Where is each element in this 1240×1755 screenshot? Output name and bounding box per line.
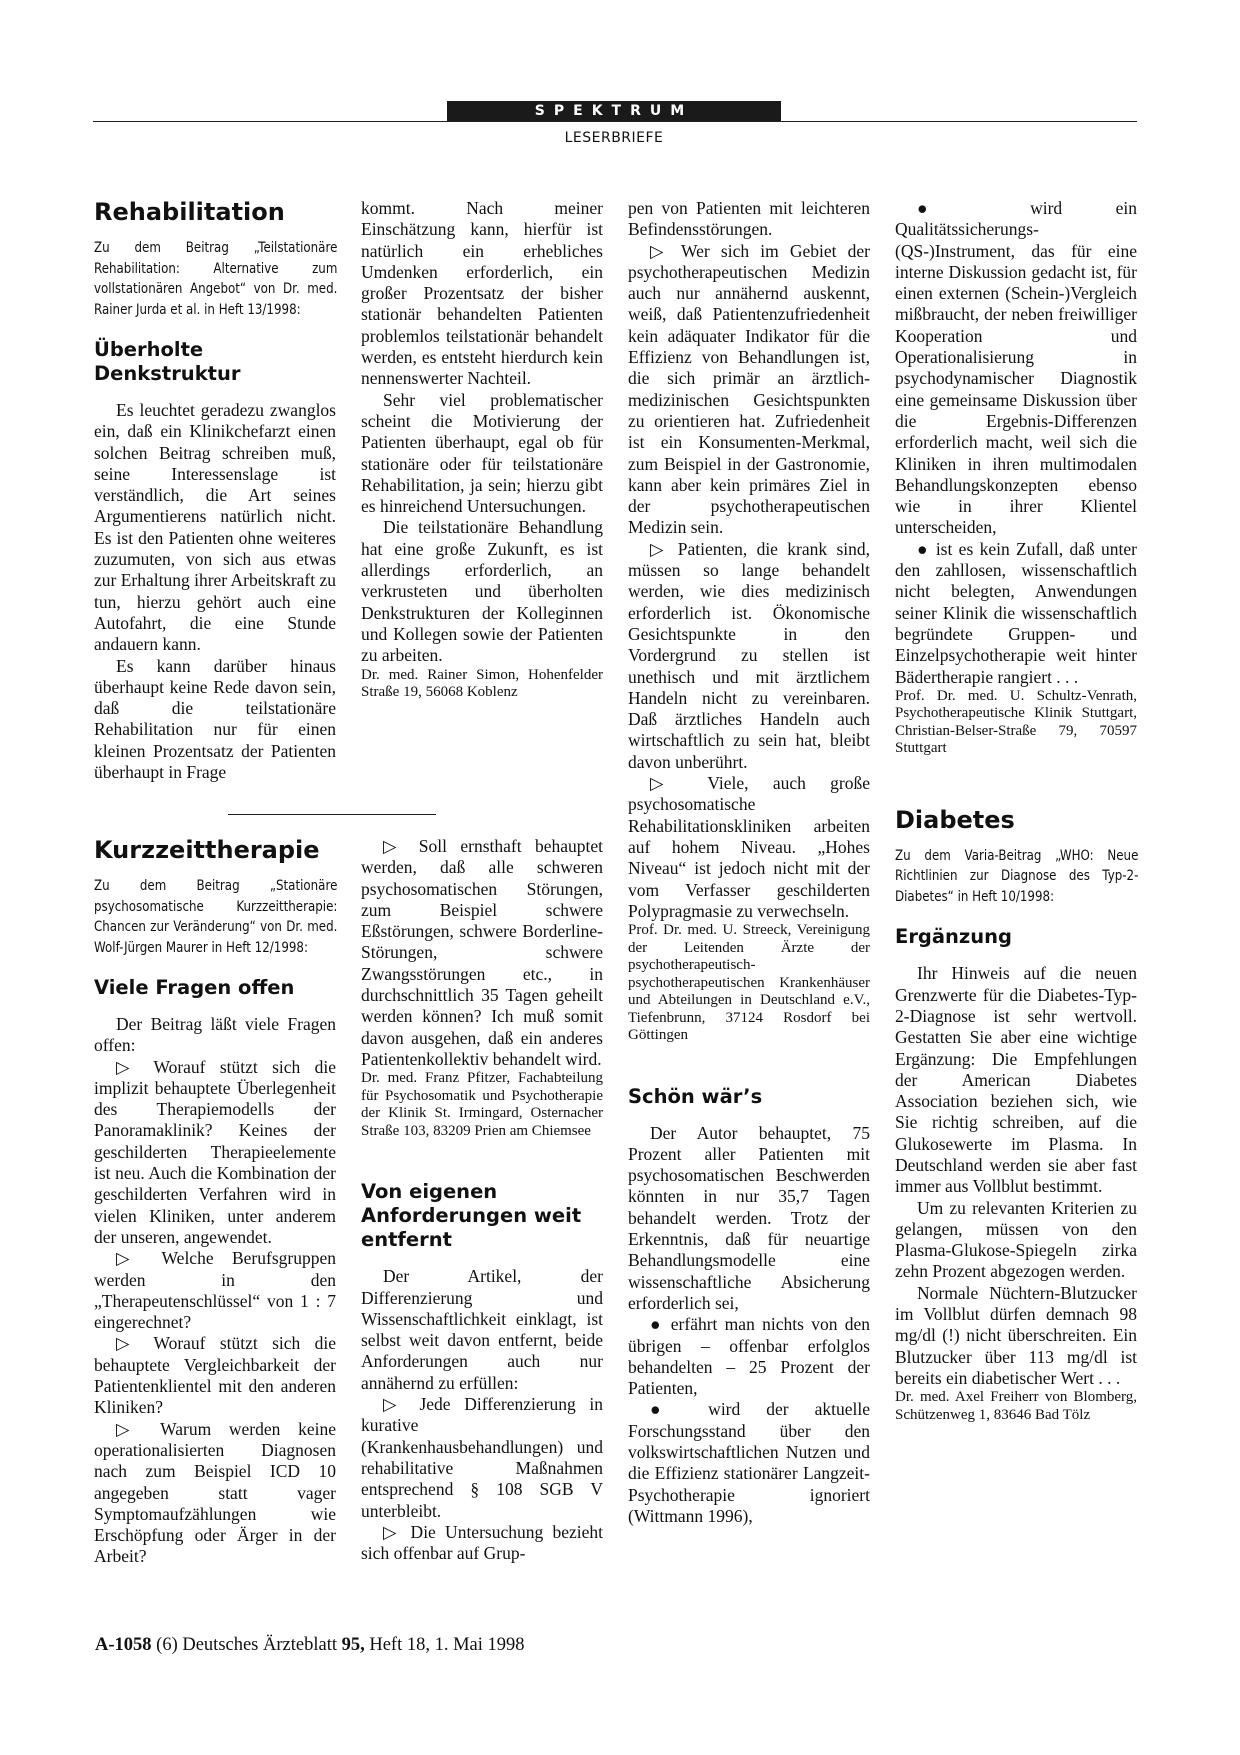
anford-subtitle: Von eigenen Anforderungen weit entfernt [361, 1180, 582, 1252]
column-2-bottom [361, 836, 603, 1564]
rehab-subtitle: Überholte Denkstruktur [94, 338, 241, 385]
schoen-paragraph: ● wird ein Qualitätssicherungs-(QS-)Instrument, das für eine interne Diskussion gedacht ist, für einen externen (Schein-)Vergleich mißbraucht, der neben freiwilliger Kooperation und Operationalisierung in psychodynamischer Diagnostik eine gemeinsame Diskussion über die Ergebnis-Differenzen erforderlich macht, weil sich die Kliniken in ihren multimodalen Behandlungskonzepten ebenso wie in ihrer Klientel unterscheiden, [895, 198, 1137, 538]
header-rule [93, 121, 1137, 122]
kurz-paragraph: ▷ Worauf stützt sich die behauptete Vergleichbarkeit der Patientenklientel mit den anderen Kliniken? [94, 1333, 336, 1418]
section-label: SPEKTRUM [447, 101, 781, 122]
kurz-paragraph: ▷ Worauf stützt sich die implizit behauptete Überlegenheit des Therapiemodells der Panoramaklinik? Keines der geschilderten Therapieelemente ist neu. Auch die Kombination der geschilderten Verfahren wird in vielen Kliniken, unter anderem der unseren, angewendet. [94, 1056, 336, 1247]
anford-paragraph: Der Artikel, der Differenzierung und Wissenschaftlichkeit einklagt, ist selbst weit davon entfernt, beide Anforderungen auch nur annähernd zu erfüllen: [361, 1266, 603, 1393]
rehab-intro: Zu dem Beitrag „Teilstationäre Rehabilitation: Alternative zum vollstationären Angebot“ von Dr. med. Rainer Jurda et al. in Heft 13/1998: [94, 240, 338, 318]
rehab-paragraph: Es leuchtet geradezu zwanglos ein, daß ein Klinikchefarzt einen solchen Beitrag schreiben muß, seine Interessenslage ist verständlich, die Art seines Argumentierens natürlich nicht. Es ist den Patienten ohne weiteres zuzumuten, von sich aus etwas zur Erhaltung ihrer Arbeitskraft zu tun, hierzu gehört auch eine Autofahrt, die eine Stunde andauern kann. [94, 400, 336, 655]
diab-paragraph: Ihr Hinweis auf die neuen Grenzwerte für die Diabetes-Typ-2-Diagnose ist sehr wertvoll. Gestatten Sie aber eine wichtige Ergänzung: Die Empfehlungen der American Diabetes Association beziehen sich, wie Sie richtig schreiben, auf die Glukosewerte im Plasma. In Deutschland werden sie aber fast immer aus Vollblut bestimmt. [895, 963, 1137, 1197]
kurz-paragraph: ▷ Warum werden keine operationalisierten Diagnosen nach zum Beispiel ICD 10 angegeben statt vager Symptomaufzählungen wie Erschöpfung oder Ärger in der Arbeit? [94, 1418, 336, 1567]
schoen-paragraph: ● erfährt man nichts von den übrigen – offenbar erfolglos behandelten – 25 Prozent der Patienten, [628, 1314, 870, 1399]
anford-paragraph: ▷ Patienten, die krank sind, müssen so lange behandelt werden, wie dies medizinisch erforderlich ist. Ökonomische Gesichtspunkte in den Vordergrund zu stellen ist unethisch und mit ärztlichem Handeln nicht zu vereinbaren. Daß ärztliches Handeln auch wirtschaftlich zu sein hat, bleibt davon unberührt. [628, 538, 870, 772]
kurz-signature: Dr. med. Franz Pfitzer, Fachabteilung für Psychosomatik und Psychotherapie der Klinik St. Irmingard, Osternacher Straße 103, 83209 Prien am Chiemsee [361, 1070, 603, 1139]
anford-signature: Prof. Dr. med. U. Streeck, Vereinigung der Leitenden Ärzte der psychotherapeutisch-psychotherapeutischen Krankenhäuser und Abteilungen in Deutschland e.V., Tiefenbrunn, 37124 Rosdorf bei Göttingen [628, 922, 870, 1044]
article-title-kurzzeittherapie: Kurzzeittherapie [94, 836, 320, 864]
anford-paragraph: ▷ Jede Differenzierung in kurative (Krankenhausbehandlungen) und rehabilitative Maßnahmen entsprechend § 108 SGB V unterbleibt. [361, 1394, 603, 1521]
footer-journal: (6) Deutsches Ärzteblatt [156, 1635, 337, 1655]
column-4 [895, 198, 1137, 1424]
diab-signature: Dr. med. Axel Freiherr von Blomberg, Schützenweg 1, 83646 Bad Tölz [895, 1389, 1137, 1423]
rehab-paragraph: Es kann darüber hinaus überhaupt keine Rede davon sein, daß die teilstationäre Rehabilitation nur für einen kleinen Prozentsatz der Patienten überhaupt in Frage [94, 655, 336, 783]
diab-subtitle: Ergänzung [895, 925, 1013, 949]
kurz-intro: Zu dem Beitrag „Stationäre psychosomatische Kurzzeittherapie: Chancen zur Veränderung“ von Dr. med. Wolf-Jürgen Maurer in Heft 12/1998: [94, 878, 338, 956]
anford-paragraph: ▷ Die Untersuchung bezieht sich offenbar auf Grup- [361, 1521, 603, 1564]
footer-volume: 95, [341, 1635, 365, 1655]
diab-paragraph: Um zu relevanten Kriterien zu gelangen, müssen von den Plasma-Glukose-Spiegeln zirka zehn Prozent abgezogen werden. [895, 1197, 1137, 1282]
page-number: A-1058 [95, 1635, 152, 1655]
article-separator [228, 814, 436, 815]
rehab-paragraph: Die teilstationäre Behandlung hat eine große Zukunft, es ist allerdings erforderlich, an verkrusteten und überholten Denkstrukturen der Kolleginnen und Kollegen sowie der Patienten zu arbeiten. [361, 517, 603, 666]
column-3 [628, 198, 870, 1527]
rehab-signature: Dr. med. Rainer Simon, Hohenfelder Straße 19, 56068 Koblenz [361, 666, 603, 701]
schoen-signature: Prof. Dr. med. U. Schultz-Venrath, Psychotherapeutische Klinik Stuttgart, Christian-Belser-Straße 79, 70597 Stuttgart [895, 687, 1137, 757]
rehab-paragraph: kommt. Nach meiner Einschätzung kann, hierfür ist natürlich ein erhebliches Umdenken erforderlich, ein großer Prozentsatz der bisher stationär behandelten Patienten problemlos teilstationär behandelt werden, es entsteht hierdurch kein nennenswerter Nachteil. [361, 198, 603, 389]
rehab-paragraph: Sehr viel problematischer scheint die Motivierung der Patienten überhaupt, egal ob für stationäre oder für teilstationäre Rehabilitation, ja sein; hierzu gibt es hinreichend Untersuchungen. [361, 389, 603, 517]
column-2-top [361, 198, 603, 702]
article-title-diabetes: Diabetes [895, 805, 1015, 834]
article-title-rehabilitation: Rehabilitation [94, 198, 285, 226]
anford-paragraph: ▷ Wer sich im Gebiet der psychotherapeutischen Medizin auch nur annähernd auskennt, weiß, daß Patientenzufriedenheit kein adäquater Indikator für die Effizienz von Behandlungen ist, die sich primär an ärztlich-medizinischen Gesichtspunkten zu orientieren hat. Zufriedenheit ist ein Konsumenten-Merkmal, zum Beispiel in der Gastronomie, kann aber kein primäres Ziel in der psychotherapeutischen Medizin sein. [628, 240, 870, 538]
page-footer [95, 1635, 525, 1656]
anford-paragraph: pen von Patienten mit leichteren Befindensstörungen. [628, 198, 870, 240]
column-1-top [94, 198, 336, 783]
schoen-paragraph: ● wird der aktuelle Forschungsstand über den volkswirtschaftlichen Nutzen und die Effizienz stationärer Langzeit-Psychotherapie ignoriert (Wittmann 1996), [628, 1399, 870, 1526]
diab-paragraph: Normale Nüchtern-Blutzucker im Vollblut dürfen demnach 98 mg/dl (!) nicht überschreiten. Ein Blutzucker über 113 mg/dl ist bereits ein diabetischer Wert . . . [895, 1282, 1137, 1388]
column-1-bottom [94, 836, 336, 1568]
footer-issue: Heft 18, 1. Mai 1998 [369, 1635, 525, 1655]
kurz-paragraph: ▷ Welche Berufsgruppen werden in den „Therapeutenschlüssel“ von 1 : 7 eingerechnet? [94, 1248, 336, 1333]
kurz-subtitle: Viele Fragen offen [94, 976, 295, 999]
kurz-paragraph: Der Beitrag läßt viele Fragen offen: [94, 1014, 336, 1056]
schoen-subtitle: Schön wär’s [628, 1084, 763, 1108]
schoen-paragraph: ● ist es kein Zufall, daß unter den zahllosen, wissenschaftlich nicht belegten, Anwendungen seiner Klinik die wissenschaftlich begründete Gruppen- und Einzelpsychotherapie weit hinter Bädertherapie rangiert . . . [895, 538, 1137, 687]
subsection-label: LESERBRIEFE [564, 130, 664, 146]
anford-paragraph: ▷ Viele, auch große psychosomatische Rehabilitationskliniken arbeiten auf hohem Niveau. „Hohes Niveau“ ist jedoch nicht mit der vom Verfasser geschilderten Polypragmasie zu verwechseln. [628, 773, 870, 921]
diab-intro: Zu dem Varia-Beitrag „WHO: Neue Richtlinien zur Diagnose des Typ-2-Diabetes“ in Heft 10/1998: [895, 847, 1139, 905]
kurz-paragraph: ▷ Soll ernsthaft behauptet werden, daß alle schweren psychosomatischen Störungen, zum Beispiel schwere Eßstörungen, schwere Borderline-Störungen, schwere Zwangsstörungen etc., in durchschnittlich 35 Tagen geheilt werden können? Ich muß somit davon ausgehen, daß ein anderes Patientenkollektiv behandelt wird. [361, 836, 603, 1069]
schoen-paragraph: Der Autor behauptet, 75 Prozent aller Patienten mit psychosomatischen Beschwerden könnten in nur 35,7 Tagen behandelt werden. Trotz der Erkenntnis, daß für neuartige Behandlungsmodelle eine wissenschaftliche Absicherung erforderlich sei, [628, 1122, 870, 1313]
